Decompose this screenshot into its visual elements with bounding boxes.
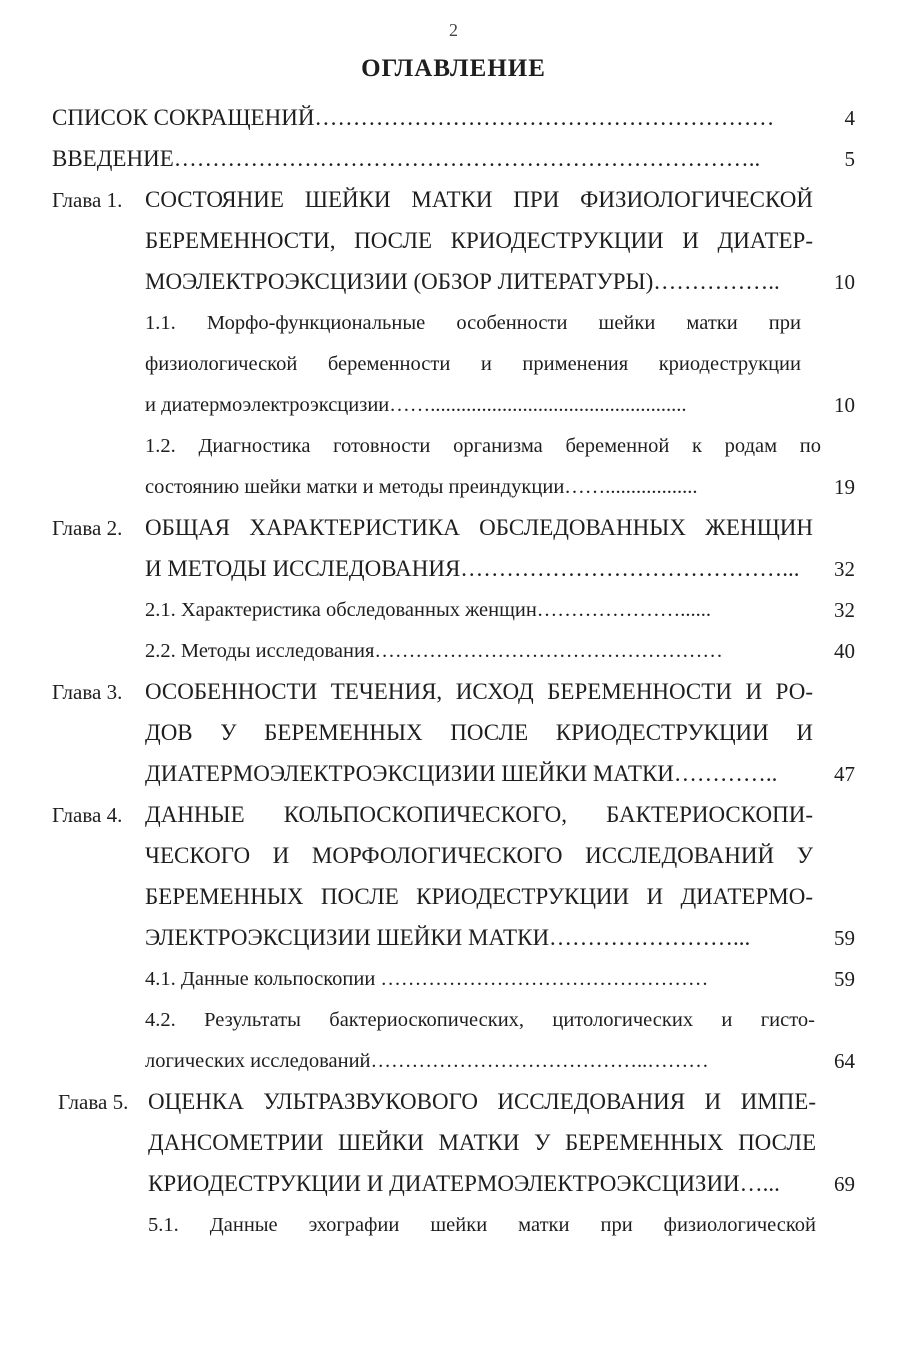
toc-entry-title: БЕРЕМЕННЫХ ПОСЛЕ КРИОДЕСТРУКЦИИ И ДИАТЕРМО-: [145, 884, 813, 909]
toc-entry-title: ВВЕДЕНИЕ…………………………………………………………………..: [52, 146, 761, 171]
toc-line: [0, 549, 907, 589]
toc-subsection-title: физиологической беременности и применения криодеструкции: [145, 353, 801, 375]
toc-line: [0, 959, 907, 999]
toc-page-number: 59: [834, 926, 855, 950]
toc-entry-title: ОЦЕНКА УЛЬТРАЗВУКОВОГО ИССЛЕДОВАНИЯ И ИМПЕ-: [148, 1089, 816, 1114]
toc-page-number: 59: [834, 967, 855, 991]
chapter-label: Глава 2.: [52, 516, 123, 540]
toc-line: [0, 262, 907, 302]
toc-page-number: 40: [834, 639, 855, 663]
toc-page-number: 10: [834, 393, 855, 417]
toc-subsection-title: 5.1. Данные эхографии шейки матки при физиологической: [148, 1214, 816, 1236]
toc-entry-title: ДОВ У БЕРЕМЕННЫХ ПОСЛЕ КРИОДЕСТРУКЦИИ И: [145, 720, 813, 745]
toc-subsection-title: состоянию шейки матки и методы преиндукции……..................: [145, 476, 698, 498]
toc-entry-title: МОЭЛЕКТРОЭКСЦИЗИИ (ОБЗОР ЛИТЕРАТУРЫ)……………..: [145, 269, 780, 294]
toc-page-number: 4: [844, 106, 855, 130]
toc-subsection-title: 1.2. Диагностика готовности организма беременной к родам по: [145, 435, 821, 457]
toc-page-number: 10: [834, 270, 855, 294]
toc-entry-title: ДИАТЕРМОЭЛЕКТРОЭКСЦИЗИИ ШЕЙКИ МАТКИ…………..: [145, 761, 778, 786]
toc-line: [0, 1123, 907, 1163]
toc-page-number: 32: [834, 557, 855, 581]
toc-page-number: 47: [834, 762, 855, 786]
toc-entry-title: СПИСОК СОКРАЩЕНИЙ……………………………………………………: [52, 105, 775, 130]
toc-line: [0, 426, 907, 466]
toc-subsection-title: 4.1. Данные кольпоскопии …………………………………………: [145, 968, 709, 990]
toc-line: [0, 877, 907, 917]
toc-line: [0, 1000, 907, 1040]
toc-entry-title: ЭЛЕКТРОЭКСЦИЗИИ ШЕЙКИ МАТКИ……………………...: [145, 925, 751, 950]
toc-line: [0, 918, 907, 958]
toc-line: [0, 836, 907, 876]
toc-entry-title: КРИОДЕСТРУКЦИИ И ДИАТЕРМОЭЛЕКТРОЭКСЦИЗИИ…...: [148, 1171, 780, 1196]
toc-line: [0, 795, 907, 835]
toc-line: [0, 1164, 907, 1204]
toc-line: [0, 221, 907, 261]
toc-subsection-title: логических исследований…………………………………..………: [145, 1050, 709, 1072]
toc-entry-title: ОСОБЕННОСТИ ТЕЧЕНИЯ, ИСХОД БЕРЕМЕННОСТИ И РО-: [145, 679, 813, 704]
toc-line: [0, 754, 907, 794]
toc-entry-title: ДАНСОМЕТРИИ ШЕЙКИ МАТКИ У БЕРЕМЕННЫХ ПОСЛЕ: [148, 1130, 816, 1155]
toc-line: [0, 631, 907, 671]
toc-page-number: 19: [834, 475, 855, 499]
toc-entry-title: БЕРЕМЕННОСТИ, ПОСЛЕ КРИОДЕСТРУКЦИИ И ДИАТЕР-: [145, 228, 813, 253]
page-title: ОГЛАВЛЕНИЕ: [361, 55, 546, 82]
toc-line: [0, 344, 907, 384]
toc-entry-title: ОБЩАЯ ХАРАКТЕРИСТИКА ОБСЛЕДОВАННЫХ ЖЕНЩИН: [145, 515, 813, 540]
toc-page-number: 69: [834, 1172, 855, 1196]
toc-page-number: 64: [834, 1049, 855, 1073]
chapter-label: Глава 5.: [58, 1090, 129, 1114]
chapter-label: Глава 3.: [52, 680, 123, 704]
toc-entry-title: И МЕТОДЫ ИССЛЕДОВАНИЯ……………………………………...: [145, 556, 800, 581]
toc-line: [0, 1205, 907, 1245]
toc-entry-title: ЧЕСКОГО И МОРФОЛОГИЧЕСКОГО ИССЛЕДОВАНИЙ У: [145, 843, 813, 868]
toc-line: [0, 385, 907, 425]
toc-line: [0, 139, 907, 179]
toc-subsection-title: 2.2. Методы исследования……………………………………………: [145, 640, 723, 662]
toc-line: [0, 467, 907, 507]
toc-line: [0, 1041, 907, 1081]
toc-line: [0, 180, 907, 220]
toc-line: [0, 713, 907, 753]
toc-subsection-title: 2.1. Характеристика обследованных женщин…………………......: [145, 599, 712, 621]
chapter-label: Глава 1.: [52, 188, 123, 212]
toc-page-number: 5: [844, 147, 855, 171]
toc-line: [0, 1082, 907, 1122]
toc-entry-title: СОСТОЯНИЕ ШЕЙКИ МАТКИ ПРИ ФИЗИОЛОГИЧЕСКОЙ: [145, 187, 813, 212]
toc-subsection-title: и диатермоэлектроэксцизии……..................................................: [145, 394, 687, 416]
toc-line: [0, 590, 907, 630]
toc-entry-title: ДАННЫЕ КОЛЬПОСКОПИЧЕСКОГО, БАКТЕРИОСКОПИ-: [145, 802, 813, 827]
toc-subsection-title: 1.1. Морфо-функциональные особенности шейки матки при: [145, 312, 801, 334]
chapter-label: Глава 4.: [52, 803, 123, 827]
toc-line: [0, 508, 907, 548]
toc-line: [0, 672, 907, 712]
toc-page-number: 32: [834, 598, 855, 622]
toc-subsection-title: 4.2. Результаты бактериоскопических, цитологических и гисто-: [145, 1009, 815, 1031]
toc-line: [0, 303, 907, 343]
toc-line: [0, 98, 907, 138]
page-number: 2: [449, 20, 458, 40]
